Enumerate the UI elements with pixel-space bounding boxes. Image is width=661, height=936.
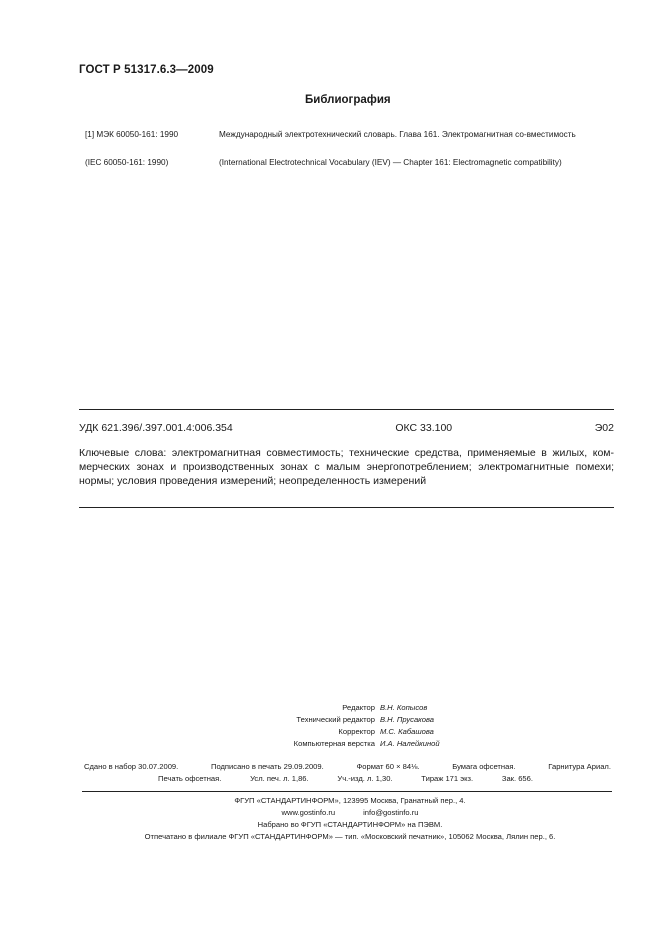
publisher-block — [60, 795, 640, 843]
oks-code: ОКС 33.100 — [395, 422, 453, 434]
credit-name: В.Н. Прусакова — [380, 715, 434, 724]
credit-role: Компьютерная верстка — [293, 739, 375, 748]
credit-role: Редактор — [342, 703, 375, 712]
class-code: Э02 — [594, 422, 614, 434]
publisher-website-link[interactable]: www.gostinfo.ru — [281, 808, 336, 817]
print-info-item: Сдано в набор 30.07.2009. — [84, 762, 179, 771]
print-info-item: Усл. печ. л. 1,86. — [250, 774, 309, 783]
print-info-item: Формат 60 × 84⅛. — [356, 762, 420, 771]
publisher-address: ФГУП «СТАНДАРТИНФОРМ», 123995 Москва, Гранатный пер., 4. — [234, 796, 466, 805]
credit-name: И.А. Налейкиной — [380, 739, 440, 748]
udk-code: УДК 621.396/.397.001.4:006.354 — [79, 422, 233, 434]
keywords-label: Ключевые слова: — [79, 447, 167, 459]
divider — [79, 507, 614, 508]
credits — [200, 702, 500, 750]
print-info-item: Подписано в печать 29.09.2009. — [210, 762, 324, 771]
print-info-item: Гарнитура Ариал. — [548, 762, 611, 771]
print-info-line — [84, 761, 611, 773]
bibliography-ref-tag: (IEC 60050-161: 1990) — [85, 158, 169, 167]
publisher-typeset-note: Набрано во ФГУП «СТАНДАРТИНФОРМ» на ПЭВМ. — [257, 820, 443, 829]
credit-line — [200, 714, 500, 726]
print-info-line — [158, 773, 533, 785]
publisher-email-link[interactable]: info@gostinfo.ru — [363, 808, 419, 817]
bibliography-title: Библиография — [305, 94, 391, 106]
credit-name: В.Н. Копысов — [380, 703, 428, 712]
print-info-item: Уч.-изд. л. 1,30. — [337, 774, 393, 783]
divider — [79, 409, 614, 410]
standard-number: ГОСТ Р 51317.6.3—2009 — [79, 64, 214, 76]
print-info-item: Тираж 171 экз. — [421, 774, 474, 783]
credit-line — [200, 702, 500, 714]
print-info-item: Печать офсетная. — [158, 774, 222, 783]
credit-line — [200, 726, 500, 738]
keywords-block — [79, 446, 614, 488]
bibliography-ref-text: (International Electrotechnical Vocabulary (IEV) — Chapter 161: Electromagnetic compatibility) — [219, 158, 562, 167]
classification-row — [79, 422, 614, 434]
credit-line — [200, 738, 500, 750]
publisher-contacts — [60, 807, 640, 819]
bibliography-ref-tag: [1] МЭК 60050-161: 1990 — [85, 130, 179, 139]
print-info-item: Зак. 656. — [501, 774, 533, 783]
divider — [82, 791, 612, 792]
publisher-printer-note: Отпечатано в филиале ФГУП «СТАНДАРТИНФОРМ» — тип. «Московский печатник», 105062 Москва, Лялин пер., 6. — [144, 832, 556, 841]
keywords-text: электромагнитная совместимость; технические средства, применяемые в жилых, ком-мерческих зонах и производственных зонах с малым энергопотреблением; электромагнитные помехи; нормы; условия проведения измерений; неопределенность измерений — [79, 447, 614, 487]
print-info-item: Бумага офсетная. — [452, 762, 516, 771]
credit-role: Технический редактор — [296, 715, 375, 724]
credit-name: М.С. Кабашова — [380, 727, 434, 736]
credit-role: Корректор — [338, 727, 375, 736]
bibliography-ref-text: Международный электротехнический словарь. Глава 161. Электромагнитная со-вместимость — [219, 130, 576, 139]
